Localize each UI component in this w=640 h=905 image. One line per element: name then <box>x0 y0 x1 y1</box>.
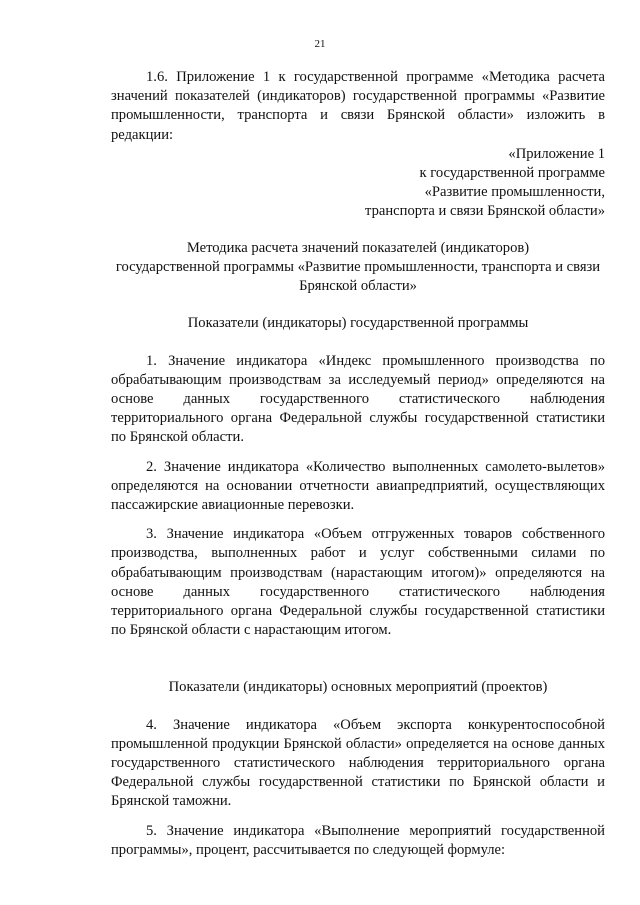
section1-heading: Показатели (индикаторы) государственной программы <box>187 315 529 332</box>
approval-line-2: к государственной программе <box>419 164 605 181</box>
approval-block <box>111 145 605 221</box>
indicator-paragraph-3: 3. Значение индикатора «Объем отгруженных товаров собственного производства, выполненных работ и услуг собственными силами по обрабатывающим производствам (нарастающим итогом)» определяются на основе данных государственного статистического наблюдения территориального органа Федеральной службы государственной статистики по Брянской области с нарастающим итогом. <box>111 526 605 639</box>
methodology-title-line-2: государственной программы «Развитие промышленности, транспорта и связи <box>115 259 601 276</box>
indicator-paragraph-5: 5. Значение индикатора «Выполнение мероприятий государственной программы», процент, рассчитывается по следующей формуле: <box>111 822 605 858</box>
approval-line-4: транспорта и связи Брянской области» <box>365 202 605 219</box>
methodology-title <box>111 239 605 297</box>
methodology-title-line-3: Брянской области» <box>299 278 417 295</box>
indicator-paragraph-2: 2. Значение индикатора «Количество выполненных самолето-вылетов» определяются на основании отчетности авиапредприятий, осуществляющих пассажирские авиационные перевозки. <box>111 458 605 514</box>
section2-heading: Показатели (индикаторы) основных мероприятий (проектов) <box>168 679 548 696</box>
approval-line-1: «Приложение 1 <box>508 145 605 162</box>
indicator-paragraph-1: 1. Значение индикатора «Индекс промышленного производства по обрабатывающим производствам за исследуемый период» определяются на основе данных государственного статистического наблюдения территориального органа Федеральной службы государственной статистики по Брянской области. <box>111 352 605 446</box>
approval-line-3: «Развитие промышленности, <box>424 183 605 200</box>
intro-paragraph: 1.6. Приложение 1 к государственной программе «Методика расчета значений показателей (индикаторов) государственной программы «Развитие промышленности, транспорта и связи Брянской области» изложить в редакции: <box>111 69 605 143</box>
methodology-title-line-1: Методика расчета значений показателей (индикаторов) <box>186 239 530 256</box>
document-body <box>111 68 605 860</box>
indicator-paragraph-4: 4. Значение индикатора «Объем экспорта конкурентоспособной промышленной продукции Брянской области» определяется на основе данных государственного статистического наблюдения территориального органа Федеральной службы государственной статистики по Брянской области и Брянской таможни. <box>111 716 605 810</box>
page-number: 21 <box>314 38 326 50</box>
